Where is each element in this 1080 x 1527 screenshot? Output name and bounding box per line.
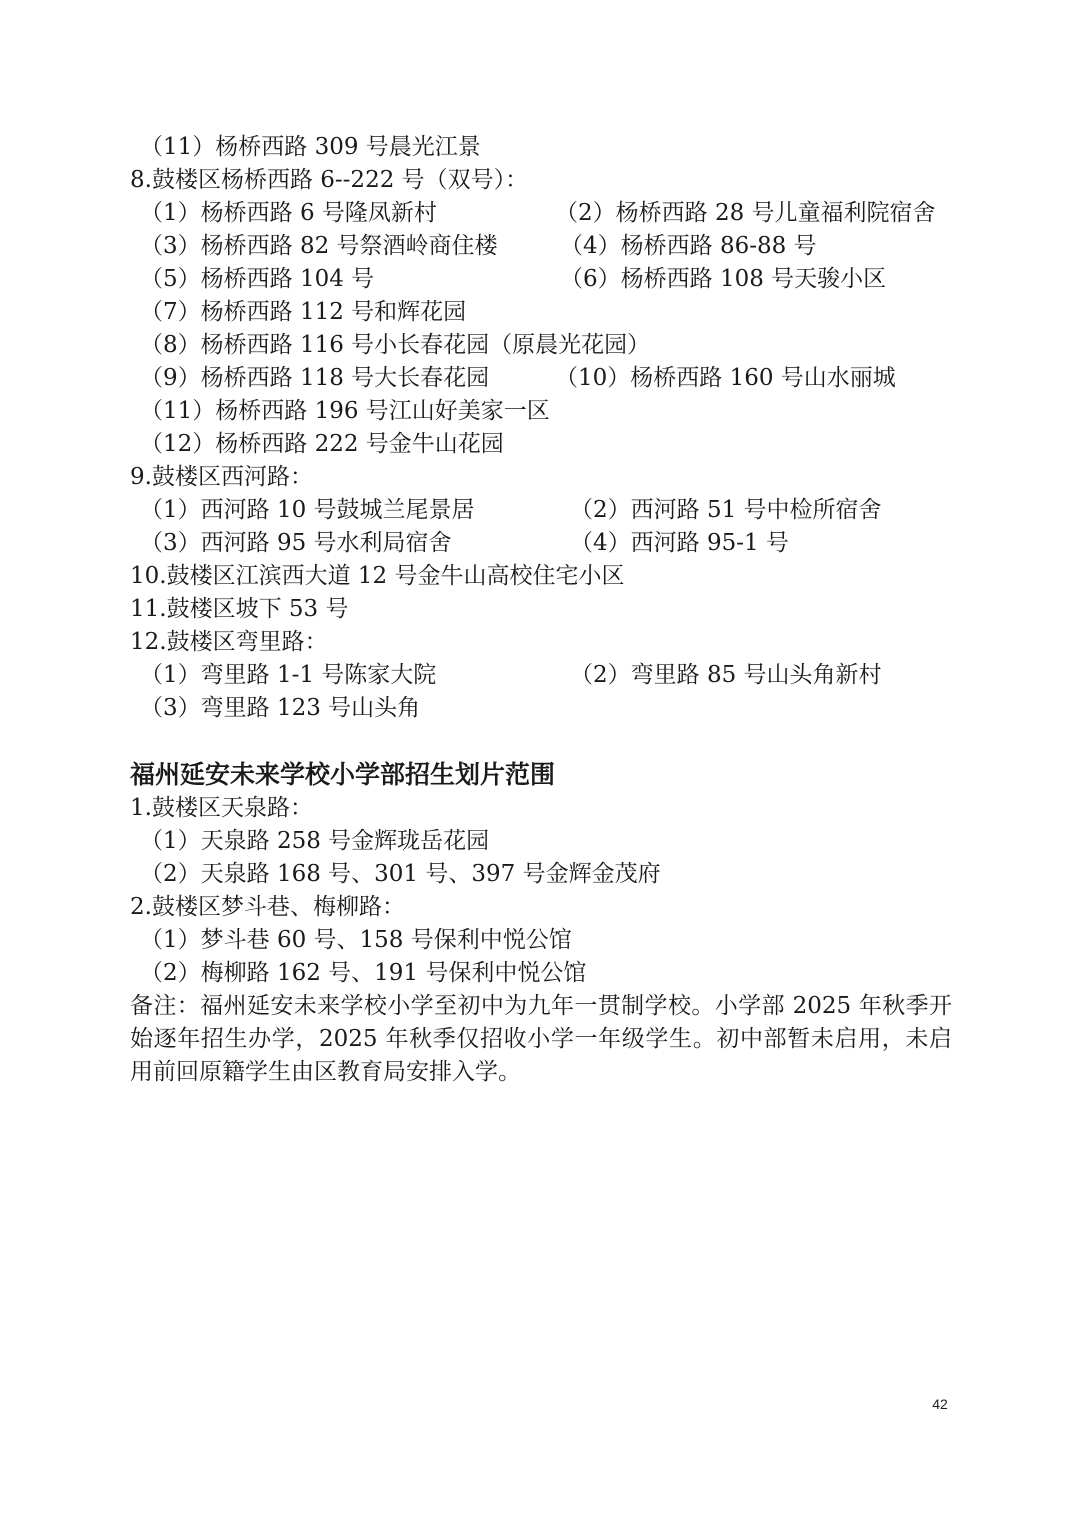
list-item: （3）弯里路 123 号山头角 — [140, 695, 421, 721]
list-item: （8）杨桥西路 116 号小长春花园（原晨光花园） — [140, 332, 651, 358]
list-item: （3）杨桥西路 82 号祭酒岭商住楼 （4）杨桥西路 86-88 号 — [140, 233, 817, 259]
section-heading: 福州延安未来学校小学部招生划片范围 — [130, 760, 556, 789]
list-item: （11）杨桥西路 309 号晨光江景 — [140, 134, 481, 160]
list-heading: 1.鼓楼区天泉路： — [130, 795, 313, 821]
list-item: （11）杨桥西路 196 号江山好美家一区 — [140, 398, 550, 424]
list-item: （2）梅柳路 162 号、191 号保利中悦公馆 — [140, 960, 587, 986]
list-item: （1）西河路 10 号鼓城兰尾景居 （2）西河路 51 号中检所宿舍 — [140, 497, 882, 523]
list-heading: 9.鼓楼区西河路： — [130, 464, 313, 490]
list-heading: 11.鼓楼区坡下 53 号 — [130, 596, 349, 622]
list-heading: 2.鼓楼区梦斗巷、梅柳路： — [130, 894, 405, 920]
list-item: （1）杨桥西路 6 号隆凤新村 （2）杨桥西路 28 号儿童福利院宿舍 — [140, 200, 936, 226]
list-item: （5）杨桥西路 104 号 （6）杨桥西路 108 号天骏小区 — [140, 266, 887, 292]
list-item: （1）梦斗巷 60 号、158 号保利中悦公馆 — [140, 927, 572, 953]
list-item: （2）天泉路 168 号、301 号、397 号金辉金茂府 — [140, 861, 661, 887]
list-heading: 8.鼓楼区杨桥西路 6--222 号（双号）： — [130, 167, 529, 193]
list-item: （1）天泉路 258 号金辉珑岳花园 — [140, 828, 490, 854]
list-item: （7）杨桥西路 112 号和辉花园 — [140, 299, 467, 325]
list-heading: 10.鼓楼区江滨西大道 12 号金牛山高校住宅小区 — [130, 563, 625, 589]
list-item: （3）西河路 95 号水利局宿舍 （4）西河路 95-1 号 — [140, 530, 789, 556]
note-paragraph: 备注：福州延安未来学校小学至初中为九年一贯制学校。小学部 2025 年秋季开始逐年招生办学，2025 年秋季仅招收小学一年级学生。初中部暂未启用，未启用前回原籍学生由区教育局安排入学。 — [130, 993, 952, 1085]
list-item: （12）杨桥西路 222 号金牛山花园 — [140, 431, 504, 457]
list-item: （1）弯里路 1-1 号陈家大院 （2）弯里路 85 号山头角新村 — [140, 662, 882, 688]
page-number: 42 — [932, 1396, 948, 1412]
list-item: （9）杨桥西路 118 号大长春花园 （10）杨桥西路 160 号山水丽城 — [140, 365, 896, 391]
list-heading: 12.鼓楼区弯里路： — [130, 629, 328, 655]
